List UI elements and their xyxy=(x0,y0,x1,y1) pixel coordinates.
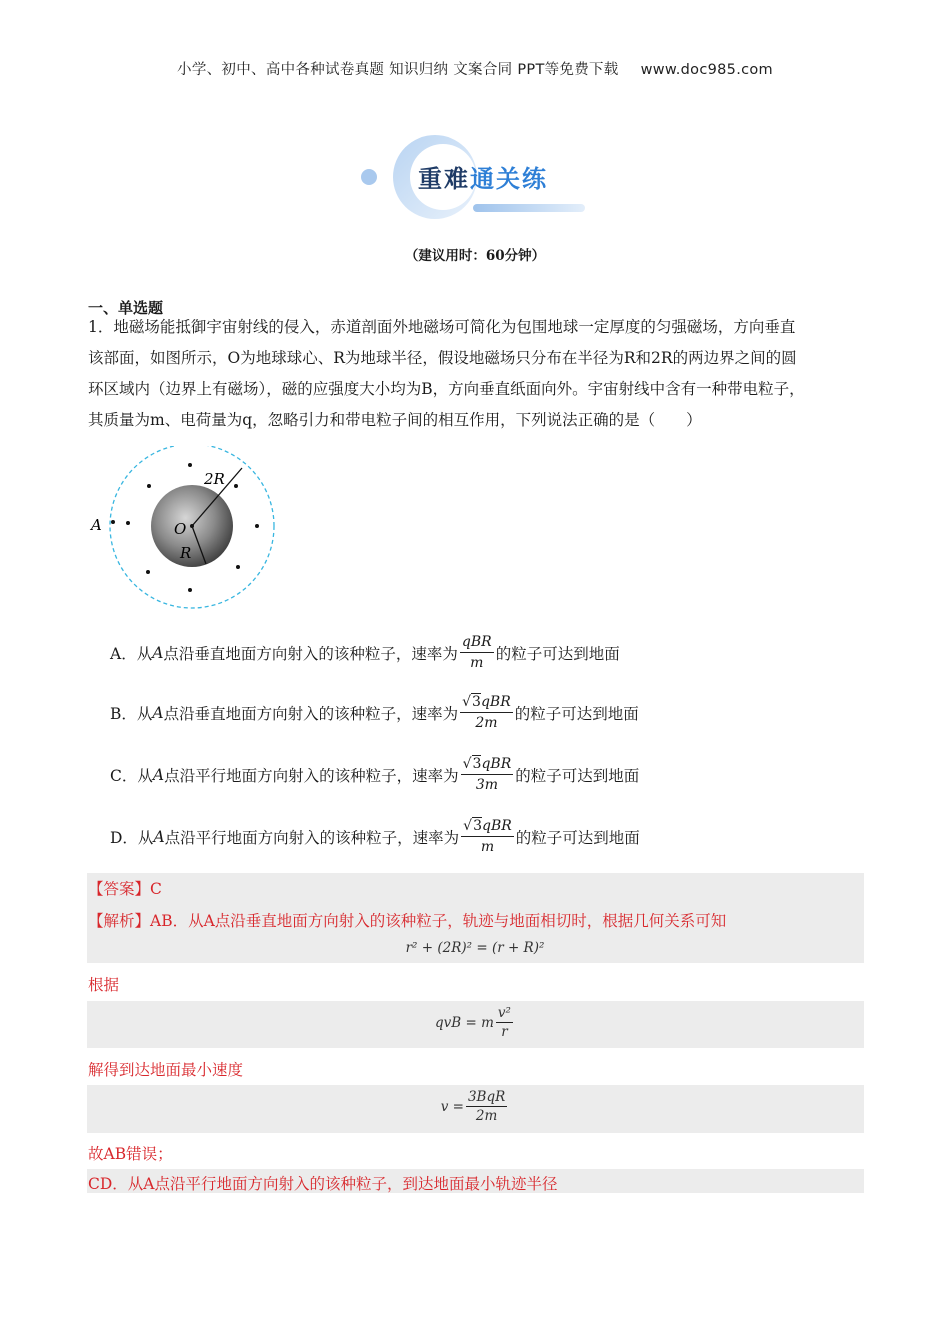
option-c-fraction: $\frac{\text{√3qBR}}{3m}$ xyxy=(462,756,512,793)
magnetic-field-figure xyxy=(86,446,286,616)
label-A: A xyxy=(91,516,102,534)
option-b[interactable]: B．从 A 点沿垂直地面方向射入的该种粒子，速率为 $\frac{\text{√3qBR}}{2m}$ 的粒子可达到地面 xyxy=(110,694,639,731)
banner-title: 重难通关练 xyxy=(418,165,548,193)
analysis-line-3: 解得到达地面最小速度 xyxy=(88,1061,244,1079)
header-site[interactable]: www.doc985.com xyxy=(640,62,773,78)
analysis-line-1: 【解析】AB．从A点沿垂直地面方向射入的该种粒子，轨迹与地面相切时，根据几何关系可知 xyxy=(88,912,727,930)
option-a[interactable]: A．从 A 点沿垂直地面方向射入的该种粒子，速率为 $\frac{\text{qBR}}{m}$ 的粒子可达到地面 xyxy=(110,634,620,671)
question-line-4: 其质量为m、电荷量为q，忽略引力和带电粒子间的相互作用，下列说法正确的是（ ） xyxy=(88,411,702,429)
label-O: O xyxy=(174,520,187,538)
question-line-1: 1．地磁场能抵御宇宙射线的侵入，赤道剖面外地磁场可简化为包围地球一定厚度的匀强磁场，方向垂直 xyxy=(88,318,796,336)
section-title: 一、单选题 xyxy=(88,299,164,317)
question-line-2: 该部面，如图所示，O为地球球心、R为地球半径，假设地磁场只分布在半径为R和2R的两边界之间的圆 xyxy=(88,349,797,367)
option-b-fraction: $\frac{\text{√3qBR}}{2m}$ xyxy=(462,694,511,731)
option-d[interactable]: D．从 A 点沿平行地面方向射入的该种粒子，速率为 $\frac{\text{√3qBR}}{m}$ 的粒子可达到地面 xyxy=(110,818,640,855)
label-2R: 2R xyxy=(204,470,225,488)
page-header xyxy=(0,58,950,79)
answer-value: C xyxy=(150,880,162,898)
question-line-3: 环区域内（边界上有磁场），磁的应强度大小均为B，方向垂直纸面向外。宇宙射线中含有一种带电粒子， xyxy=(88,380,805,398)
answer-line: 【答案】C xyxy=(88,880,162,898)
equation-2: qvB = m $\frac{\text{v²}}{r}$ xyxy=(435,1005,511,1040)
analysis-line-2: 根据 xyxy=(88,976,120,994)
time-note: （建议用时：60分钟） xyxy=(404,248,546,264)
option-d-fraction: $\frac{\text{√3qBR}}{m}$ xyxy=(463,818,512,855)
header-text: 小学、初中、高中各种试卷真题 知识归纳 文案合同 PPT等免费下载 xyxy=(177,62,619,78)
analysis-line-5: CD．从A点沿平行地面方向射入的该种粒子，到达地面最小轨迹半径 xyxy=(88,1175,558,1193)
equation-3: v = $\frac{\text{3BqR}}{2m}$ xyxy=(440,1089,506,1124)
option-a-fraction: $\frac{\text{qBR}}{m}$ xyxy=(461,634,492,671)
option-c[interactable]: C．从 A 点沿平行地面方向射入的该种粒子，速率为 $\frac{\text{√3qBR}}{3m}$ 的粒子可达到地面 xyxy=(110,756,640,793)
analysis-line-4: 故AB错误； xyxy=(88,1145,173,1163)
equation-1: r² + (2R)² = (r + R)² xyxy=(405,940,545,956)
label-R: R xyxy=(180,544,192,562)
